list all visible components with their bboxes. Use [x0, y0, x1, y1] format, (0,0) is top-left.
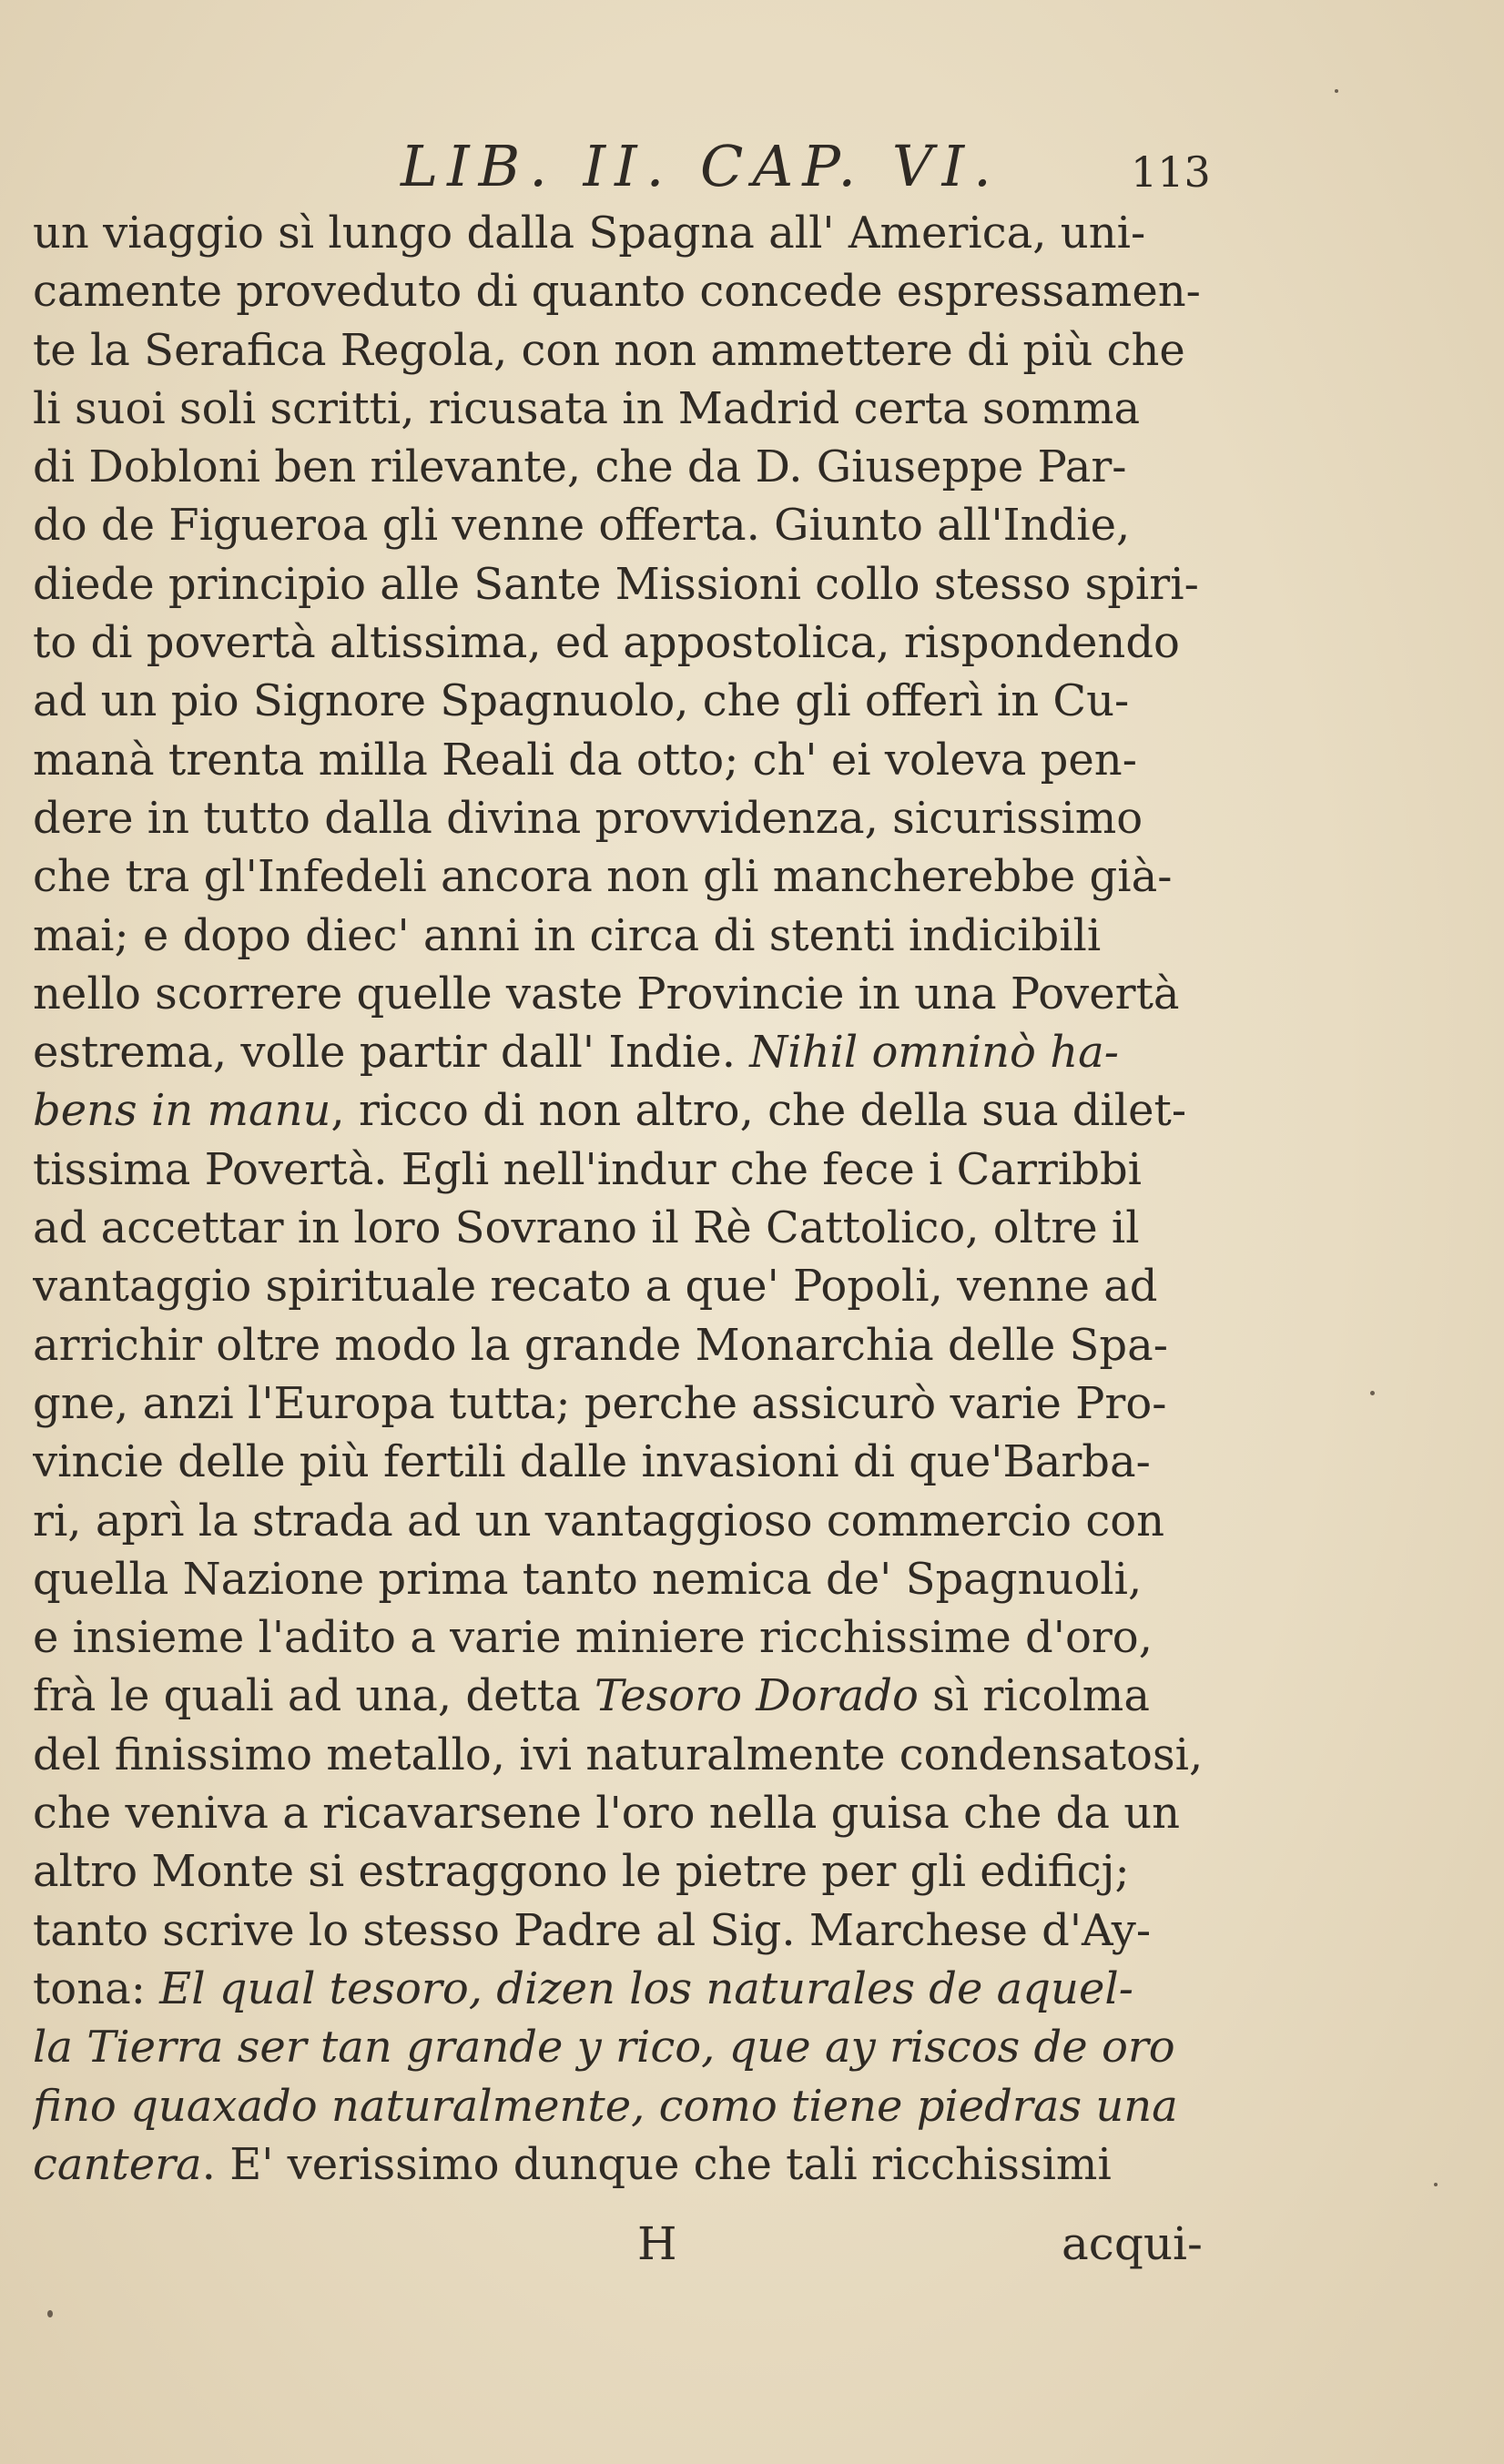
- text-line: [33, 1492, 1282, 1550]
- running-head: [0, 126, 1504, 208]
- text-line: [33, 731, 1282, 789]
- text-run: manà trenta milla Reali da otto; ch' ei voleva pen-: [33, 734, 1137, 786]
- text-run: camente proveduto di quanto concede espressamen-: [33, 266, 1201, 318]
- text-run: altro Monte si estraggono le pietre per gli edificj;: [33, 1846, 1130, 1898]
- text-line: [33, 1960, 1282, 2018]
- text-run: sì ricolma: [918, 1670, 1150, 1722]
- text-line: [33, 1842, 1282, 1901]
- text-run: e insieme l'adito a varie miniere ricchissime d'oro,: [33, 1612, 1153, 1664]
- paper-speck: [47, 2310, 53, 2317]
- text-run: ad accettar in loro Sovrano il Rè Cattolico, oltre il: [33, 1202, 1140, 1254]
- text-line: [33, 1667, 1282, 1725]
- running-title: LIB. II. CAP. VI.: [401, 133, 1001, 199]
- text-run: un viaggio sì lungo dalla Spagna all' America, uni-: [33, 208, 1146, 259]
- paper-speck: [1434, 2183, 1438, 2186]
- text-run: gne, anzi l'Europa tutta; perche assicurò varie Pro-: [33, 1377, 1167, 1429]
- text-run: te la Serafica Regola, con non ammettere di più che: [33, 324, 1185, 376]
- text-line: [33, 965, 1282, 1023]
- text-run: tona:: [33, 1962, 160, 2014]
- text-line: [33, 672, 1282, 730]
- text-run: tissima Povertà. Egli nell'indur che fece i Carribbi: [33, 1143, 1143, 1195]
- text-line: [33, 1374, 1282, 1433]
- text-line: [33, 907, 1282, 965]
- text-run: che tra gl'Infedeli ancora non gli mancherebbe già-: [33, 851, 1173, 903]
- text-run: che veniva a ricavarsene l'oro nella guisa che da un: [33, 1788, 1181, 1840]
- italic-text: Nihil omninò ha-: [749, 1027, 1119, 1079]
- text-run: frà le quali ad una, detta: [33, 1670, 594, 1722]
- text-line: [33, 2135, 1282, 2194]
- paper-speck: [1335, 89, 1338, 93]
- body-text: [33, 204, 1282, 2194]
- text-line: [33, 847, 1282, 906]
- catchword: acqui-: [1062, 2217, 1203, 2270]
- paper-speck: [1370, 1391, 1375, 1395]
- text-run: nello scorrere quelle vaste Provincie in una Povertà: [33, 968, 1180, 1019]
- text-run: arrichir oltre modo la grande Monarchia delle Spa-: [33, 1319, 1168, 1371]
- text-run: di Dobloni ben rilevante, che da D. Giuseppe Par-: [33, 441, 1127, 493]
- text-run: vincie delle più fertili dalle invasioni di que'Barba-: [33, 1436, 1151, 1488]
- italic-text: El qual tesoro, dizen los naturales de aquel-: [159, 1962, 1133, 2014]
- text-line: [33, 496, 1282, 554]
- text-run: estrema, volle partir dall' Indie.: [33, 1027, 750, 1079]
- text-line: [33, 1608, 1282, 1667]
- text-line: [33, 1257, 1282, 1315]
- text-line: [33, 2077, 1282, 2135]
- text-line: [33, 1550, 1282, 1608]
- text-line: [33, 1433, 1282, 1491]
- italic-text: Tesoro Dorado: [594, 1670, 919, 1722]
- text-run: li suoi soli scritti, ricusata in Madrid certa somma: [33, 382, 1141, 434]
- text-line: [33, 321, 1282, 380]
- text-run: , ricco di non altro, che della sua dilet-: [330, 1085, 1187, 1137]
- text-line: [33, 438, 1282, 496]
- text-line: [33, 1316, 1282, 1374]
- text-line: [33, 789, 1282, 847]
- text-line: [33, 1199, 1282, 1257]
- text-line: [33, 2018, 1282, 2076]
- page-number: 113: [1131, 147, 1211, 197]
- text-run: ri, aprì la strada ad un vantaggioso commercio con: [33, 1495, 1165, 1546]
- text-line: [33, 1141, 1282, 1199]
- text-line: [33, 204, 1282, 262]
- text-run: ad un pio Signore Spagnuolo, che gli offerì in Cu-: [33, 675, 1130, 727]
- text-line: [33, 1784, 1282, 1842]
- text-line: [33, 613, 1282, 672]
- text-line: [33, 1023, 1282, 1081]
- text-run: diede principio alle Sante Missioni collo stesso spiri-: [33, 558, 1199, 610]
- text-line: [33, 555, 1282, 613]
- catchline: [0, 2212, 1504, 2276]
- text-line: [33, 1081, 1282, 1140]
- text-run: del finissimo metallo, ivi naturalmente condensatosi,: [33, 1729, 1204, 1780]
- italic-text: fino quaxado naturalmente, como tiene piedras una: [33, 2080, 1178, 2132]
- text-run: . E' verissimo dunque che tali ricchissimi: [201, 2138, 1112, 2190]
- text-run: to di povertà altissima, ed appostolica, rispondendo: [33, 617, 1180, 669]
- text-run: quella Nazione prima tanto nemica de' Spagnuoli,: [33, 1553, 1143, 1605]
- text-line: [33, 1901, 1282, 1960]
- text-line: [33, 1726, 1282, 1784]
- italic-text: bens in manu: [33, 1085, 331, 1137]
- text-run: vantaggio spirituale recato a que' Popoli, venne ad: [33, 1261, 1158, 1313]
- text-run: do de Figueroa gli venne offerta. Giunto all'Indie,: [33, 500, 1131, 552]
- text-run: mai; e dopo diec' anni in circa di stenti indicibili: [33, 909, 1102, 961]
- signature-mark: H: [637, 2217, 677, 2270]
- text-run: dere in tutto dalla divina provvidenza, sicurissimo: [33, 792, 1143, 844]
- text-run: tanto scrive lo stesso Padre al Sig. Marchese d'Ay-: [33, 1904, 1152, 1956]
- italic-text: cantera: [33, 2138, 202, 2190]
- italic-text: la Tierra ser tan grande y rico, que ay riscos de oro: [33, 2022, 1175, 2074]
- text-line: [33, 380, 1282, 438]
- text-line: [33, 262, 1282, 320]
